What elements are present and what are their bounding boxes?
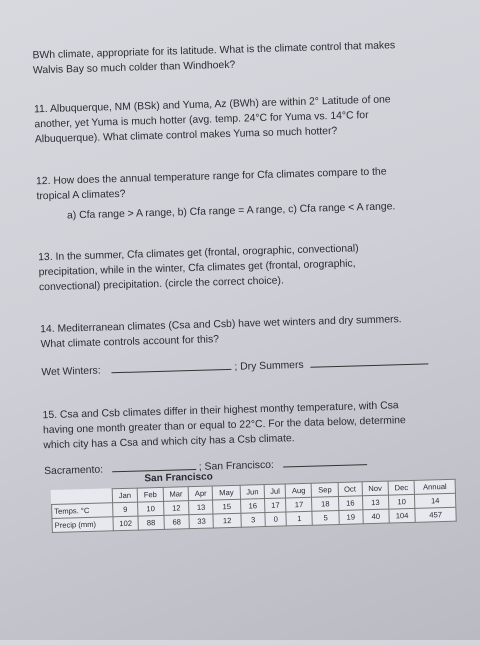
data-cell: 12 [163,501,189,516]
sacramento-label: Sacramento: [44,464,104,478]
question-13 [38,241,360,295]
data-cell: 10 [138,501,164,516]
header-cell: Oct [338,482,362,497]
data-cell: 17 [265,498,286,513]
q11-line-2: another, yet Yuma is much hotter (avg. temp. 24°C for Yuma vs. 14°C for [34,109,369,131]
row-label: Precip (mm) [52,517,113,533]
intro-line-2: Walvis Bay so much colder than Windhoek? [32,59,236,77]
q14-line-2: What climate controls account for this? [40,334,220,351]
table-title: San Francisco [144,471,213,485]
data-cell: 17 [286,497,313,512]
q15-line-2: having one month greater than or equal to 22°C. For the data below, determine [42,415,406,437]
data-cell: 104 [389,508,416,523]
data-cell: 102 [113,516,138,531]
data-cell: 14 [415,493,456,508]
q13-line-3: convectional) precipitation. (circle the correct choice). [38,275,284,294]
header-cell: Feb [137,487,163,502]
sacramento-answer-line[interactable] [112,459,196,472]
san-francisco-answer-line[interactable] [283,454,367,467]
dry-summers-label: ; Dry Summers [234,359,304,373]
header-cell: Annual [414,479,455,494]
header-cell: Jul [264,484,285,499]
question-12 [36,164,396,224]
question-14 [40,311,429,380]
header-cell: Jan [112,488,137,503]
data-cell: 18 [312,496,339,511]
header-cell: Jun [240,485,265,500]
q15-line-1: 15. Csa and Csb climates differ in their highest monthy temperature, with Csa [42,400,399,422]
q14-answer-row [41,353,429,380]
data-cell: 19 [339,510,363,525]
data-cell: 88 [138,515,164,530]
q12-line-2: tropical A climates? [36,188,126,203]
data-cell: 3 [241,513,266,528]
data-cell: 13 [362,495,389,510]
header-cell: May [212,485,240,500]
q12-line-1: 12. How does the annual temperature range for Cfa climates compare to the [35,166,387,188]
san-francisco-label: ; San Francisco: [198,459,275,473]
intro-text [32,38,395,78]
q13-line-2: precipitation, while in the winter, Cfa climates get (frontal, orographic, [38,258,356,279]
data-cell: 40 [363,509,390,524]
q15-answer-row [44,453,407,479]
data-cell: 68 [164,515,190,530]
question-11 [34,92,392,147]
header-cell: Sep [312,482,339,497]
climate-data-table [51,479,457,533]
question-15 [42,398,407,479]
header-cell: Nov [362,481,389,496]
header-cell: Mar [163,487,189,502]
data-cell: 15 [213,499,241,514]
q15-line-3: which city has a Csa and which city has a Csb climate. [43,433,295,452]
data-cell: 16 [338,496,362,511]
q12-choices: a) Cfa range > A range, b) Cfa range = A range, c) Cfa range < A range. [66,201,396,222]
header-cell: Aug [285,483,312,498]
data-cell: 0 [265,512,286,527]
q13-line-1: 13. In the summer, Cfa climates get (frontal, orographic, convectional) [38,243,359,264]
data-cell: 12 [213,513,241,528]
wet-winters-label: Wet Winters: [41,365,101,379]
data-cell: 9 [113,502,138,517]
q14-line-1: 14. Mediterranean climates (Csa and Csb) have wet winters and dry summers. [40,314,402,336]
wet-winters-answer-line[interactable] [111,359,231,373]
header-cell: Apr [189,486,213,501]
row-label: Temps. °C [52,503,113,519]
q11-line-1: 11. Albuquerque, NM (BSk) and Yuma, Az (BWh) are within 2° Latitude of one [33,94,391,116]
data-cell: 10 [388,494,415,509]
header-cell: Dec [388,480,415,495]
q11-line-3: Albuquerque). What climate control makes Yuma so much hotter? [34,125,338,146]
dry-summers-answer-line[interactable] [310,353,428,367]
intro-line-1: BWh climate, appropriate for its latitude. What is the climate control that makes [32,40,396,62]
data-cell: 13 [189,500,213,515]
data-cell: 1 [286,511,313,526]
data-cell: 457 [415,507,456,522]
data-cell: 16 [240,499,265,514]
data-cell: 33 [189,514,213,529]
data-cell: 5 [312,510,339,525]
